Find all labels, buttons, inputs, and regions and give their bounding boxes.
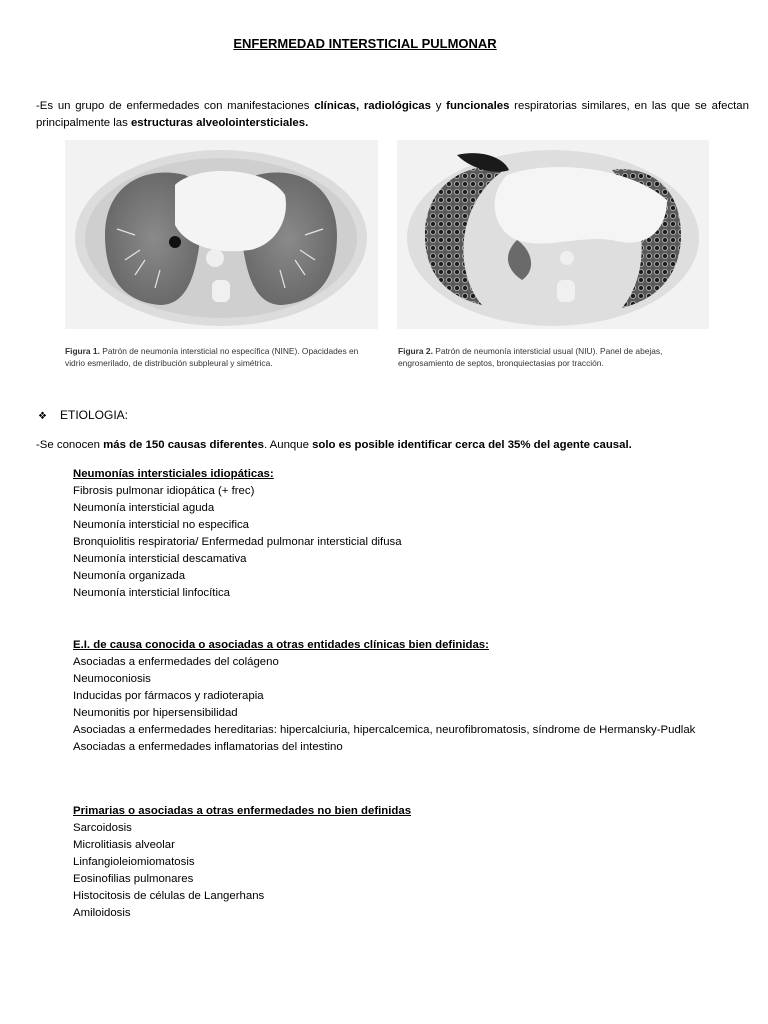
- list-item: Fibrosis pulmonar idiopática (+ frec): [73, 485, 255, 497]
- list-item: Inducidas por fármacos y radioterapia: [73, 690, 264, 702]
- ct-image-niu: [397, 140, 709, 329]
- list-item: Asociadas a enfermedades inflamatorias del intestino: [73, 741, 343, 753]
- section-heading: Primarias o asociadas a otras enfermedades no bien definidas: [73, 805, 412, 817]
- list-item: Sarcoidosis: [73, 822, 132, 834]
- list-item: Linfangioleiomiomatosis: [73, 856, 195, 868]
- list-item: Histocitosis de células de Langerhans: [73, 890, 265, 902]
- causes-sentence: [36, 439, 632, 451]
- figure-1-text: Patrón de neumonía intersticial no específica (NINE). Opacidades en vidrio esmerilado, de distribución subpleural y simétrica.: [65, 346, 359, 368]
- diamond-bullet-icon: ❖: [38, 411, 47, 422]
- list-item: Amiloidosis: [73, 907, 131, 919]
- figure-2-text: Patrón de neumonía intersticial usual (NIU). Panel de abejas, engrosamiento de septos, bronquiectasias por tracción.: [398, 346, 663, 368]
- etiologia-label: ETIOLOGIA:: [60, 408, 129, 422]
- list-item: Neumonía intersticial no especifica: [73, 519, 250, 531]
- intro-text-1: -Es un grupo de enfermedades con manifestaciones: [36, 100, 315, 112]
- section-primary: [73, 803, 411, 922]
- list-item: Neumonía organizada: [73, 570, 186, 582]
- section-idiopathic: [73, 466, 402, 602]
- list-item: Eosinofilias pulmonares: [73, 873, 194, 885]
- page-title: ENFERMEDAD INTERSTICIAL PULMONAR: [233, 36, 497, 51]
- section-known-cause: [73, 637, 695, 756]
- list-item: Neumonitis por hipersensibilidad: [73, 707, 238, 719]
- intro-bold-3: estructuras alveolointersticiales.: [130, 117, 309, 129]
- list-item: Neumoconiosis: [73, 673, 151, 685]
- causes-text-2: . Aunque: [263, 439, 313, 451]
- intro-paragraph: [36, 98, 749, 132]
- figure-1-label: Figura 1.: [65, 346, 100, 356]
- causes-text-1: -Se conocen: [36, 439, 104, 451]
- intro-bold-2: funcionales: [446, 100, 510, 112]
- section-heading: Neumonías intersticiales idiopáticas:: [73, 468, 274, 480]
- list-item: Neumonía intersticial descamativa: [73, 553, 247, 565]
- etiologia-heading: [38, 408, 128, 422]
- intro-bold-1: clínicas, radiológicas: [314, 100, 431, 112]
- list-item: Asociadas a enfermedades hereditarias: hipercalciuria, hipercalcemica, neurofibromatosis, síndrome de Hermansky-Pudlak: [73, 724, 696, 736]
- intro-text-3: respiratorias similares, en las que se afectan principalmente las: [36, 100, 749, 129]
- figure-1-caption: [65, 346, 380, 369]
- causes-bold-2: solo es posible identificar cerca del 35% del agente causal.: [312, 439, 632, 451]
- list-item: Asociadas a enfermedades del colágeno: [73, 656, 279, 668]
- list-item: Microlitiasis alveolar: [73, 839, 175, 851]
- figure-2-caption: [398, 346, 710, 369]
- figure-2-label: Figura 2.: [398, 346, 433, 356]
- list-item: Neumonía intersticial aguda: [73, 502, 215, 514]
- section-heading: E.I. de causa conocida o asociadas a otras entidades clínicas bien definidas:: [73, 639, 489, 651]
- intro-text-2: y: [430, 100, 447, 112]
- list-item: Bronquiolitis respiratoria/ Enfermedad pulmonar intersticial difusa: [73, 536, 402, 548]
- causes-bold-1: más de 150 causas diferentes: [103, 439, 264, 451]
- ct-image-nine: [65, 140, 378, 329]
- list-item: Neumonía intersticial linfocítica: [73, 587, 231, 599]
